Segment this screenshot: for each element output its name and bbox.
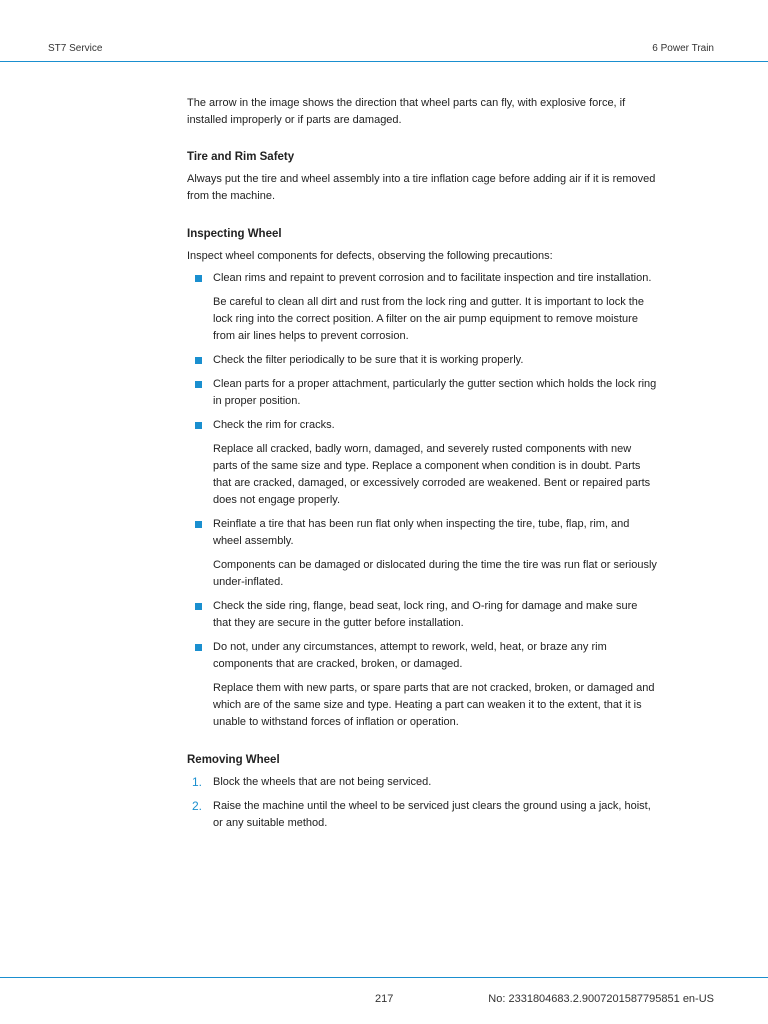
- list-item-note: Replace them with new parts, or spare parts that are not cracked, broken, or damaged and which are of the same size and type. Heating a part can weaken it to the extent, that it is unable to withstand forces of inflation or operation.: [213, 682, 655, 728]
- step-number: 1.: [192, 775, 203, 789]
- bullet-square-icon: [195, 357, 202, 364]
- header-manual-title: ST7 Service: [48, 43, 103, 54]
- list-item-text: Clean parts for a proper attachment, particularly the gutter section which holds the lock ring in proper position.: [213, 378, 657, 407]
- page-header: [0, 0, 768, 62]
- inspection-precautions-list: [187, 270, 657, 731]
- bullet-square-icon: [195, 521, 202, 528]
- list-item: [187, 417, 657, 509]
- inspecting-wheel-lead: Inspect wheel components for defects, observing the following precautions:: [187, 250, 553, 262]
- step-text: Raise the machine until the wheel to be serviced just clears the ground using a jack, hoist, or any suitable method.: [213, 800, 651, 829]
- step-item: [187, 798, 657, 832]
- list-item-text: Check the rim for cracks.: [213, 419, 335, 431]
- tire-rim-safety-text: Always put the tire and wheel assembly into a tire inflation cage before adding air if it is removed from the machine.: [187, 173, 656, 202]
- header-chapter-title: 6 Power Train: [652, 43, 714, 54]
- list-item-note: Replace all cracked, badly worn, damaged, and severely rusted components with new parts of the same size and type. Replace a component when condition is in doubt. Parts that are cracked, damaged, or excessively corroded are weakened. Bent or repaired parts does not engage properly.: [213, 443, 651, 506]
- list-item: [187, 516, 657, 591]
- step-text: Block the wheels that are not being serviced.: [213, 776, 432, 788]
- list-item-text: Clean rims and repaint to prevent corrosion and to facilitate inspection and tire installation.: [213, 272, 652, 284]
- step-number: 2.: [192, 799, 203, 813]
- page-number: 217: [375, 993, 394, 1005]
- intro-paragraph: The arrow in the image shows the direction that wheel parts can fly, with explosive force, if installed improperly or if parts are damaged.: [187, 97, 626, 126]
- list-item: [187, 639, 657, 731]
- page-content: [187, 95, 657, 839]
- list-item: [187, 376, 657, 410]
- bullet-square-icon: [195, 422, 202, 429]
- bullet-square-icon: [195, 275, 202, 282]
- removing-wheel-steps: [187, 774, 657, 832]
- list-item-note: Components can be damaged or dislocated during the time the tire was run flat or seriously under-inflated.: [213, 559, 657, 588]
- bullet-square-icon: [195, 381, 202, 388]
- list-item-note: Be careful to clean all dirt and rust from the lock ring and gutter. It is important to lock the lock ring into the correct position. A filter on the air pump equipment to remove moisture from air lines helps to prevent corrosion.: [213, 296, 645, 342]
- footer-divider: [0, 977, 768, 978]
- list-item: [187, 270, 657, 345]
- list-item-text: Check the side ring, flange, bead seat, lock ring, and O-ring for damage and make sure that they are secure in the gutter before installation.: [213, 600, 638, 629]
- bullet-square-icon: [195, 644, 202, 651]
- document-number: No: 2331804683.2.9007201587795851 en-US: [488, 993, 714, 1005]
- list-item: [187, 598, 657, 632]
- removing-wheel-heading: Removing Wheel: [187, 754, 280, 766]
- list-item-text: Check the filter periodically to be sure that it is working properly.: [213, 354, 524, 366]
- inspecting-wheel-heading: Inspecting Wheel: [187, 228, 282, 240]
- list-item-text: Do not, under any circumstances, attempt to rework, weld, heat, or braze any rim components that are cracked, broken, or damaged.: [213, 641, 607, 670]
- step-item: [187, 774, 657, 791]
- list-item: [187, 352, 657, 369]
- list-item-text: Reinflate a tire that has been run flat only when inspecting the tire, tube, flap, rim, and wheel assembly.: [213, 518, 630, 547]
- tire-rim-safety-heading: Tire and Rim Safety: [187, 151, 295, 163]
- bullet-square-icon: [195, 603, 202, 610]
